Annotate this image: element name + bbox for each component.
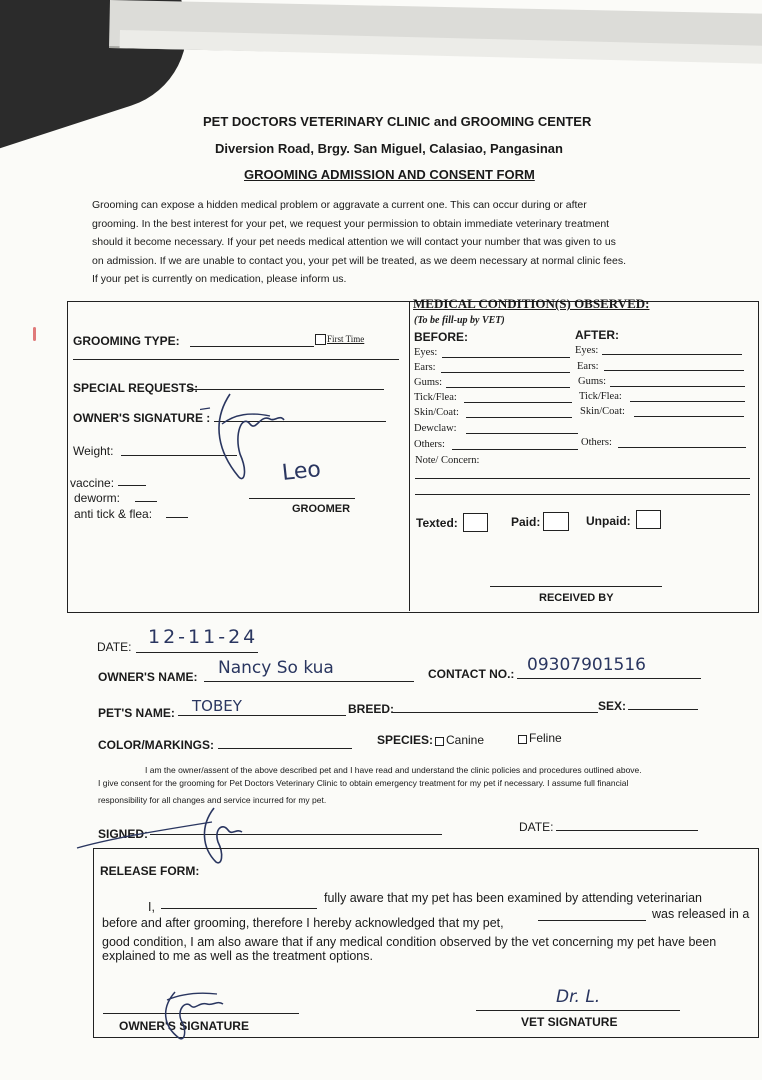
consent-line-2: I give consent for the grooming for Pet Doctors Veterinary Clinic to obtain emergency treatment for my pet if necessary. I assume full financial	[98, 778, 629, 788]
owner-signature-scribble	[200, 384, 310, 494]
before-tickflea-field[interactable]	[464, 402, 572, 403]
vet-signature-handwriting: Dr. L.	[556, 987, 601, 1007]
grooming-type-field[interactable]	[190, 346, 314, 347]
breed-label: BREED:	[348, 702, 395, 716]
vet-signature-label: VET SIGNATURE	[521, 1015, 618, 1029]
owner-release-signature-label: OWNER'S SIGNATURE	[119, 1019, 249, 1033]
signed-label: SIGNED:	[98, 827, 149, 841]
release-line-3: good condition, I am also aware that if any medical condition observed by the vet concerning my pet have been	[102, 935, 717, 949]
grooming-type-label: GROOMING TYPE:	[73, 334, 180, 348]
after-skincoat-label: Skin/Coat:	[580, 406, 625, 417]
canine-label: Canine	[446, 733, 485, 747]
received-by-line[interactable]	[490, 586, 662, 587]
date-field[interactable]	[136, 652, 258, 653]
weight-label: Weight:	[73, 444, 114, 458]
before-eyes-label: Eyes:	[414, 347, 438, 358]
release-line-4: explained to me as well as the treatment options.	[102, 949, 373, 963]
owner-name-field[interactable]	[204, 681, 414, 682]
before-gums-field[interactable]	[446, 387, 570, 388]
pet-name-label: PET'S NAME:	[98, 706, 175, 720]
groomer-label: GROOMER	[292, 503, 351, 515]
intro-paragraph	[92, 196, 626, 289]
before-gums-label: Gums:	[414, 377, 443, 388]
before-label: BEFORE:	[414, 330, 468, 344]
note-concern-label: Note/ Concern:	[415, 455, 480, 466]
deworm-field[interactable]	[135, 501, 157, 502]
release-title: RELEASE FORM:	[100, 864, 200, 878]
clinic-name: PET DOCTORS VETERINARY CLINIC and GROOMING CENTER	[203, 114, 592, 129]
date-handwriting: 12-11-24	[148, 626, 259, 648]
before-ears-label: Ears:	[414, 362, 436, 373]
note-line-1[interactable]	[415, 478, 750, 479]
date-label: DATE:	[97, 640, 132, 654]
release-line-2b: was released in a	[652, 907, 750, 921]
before-skincoat-field[interactable]	[466, 417, 572, 418]
breed-field[interactable]	[392, 712, 598, 713]
owner-signature-label: OWNER'S SIGNATURE :	[73, 411, 211, 425]
before-tickflea-label: Tick/Flea:	[414, 392, 457, 403]
before-others-field[interactable]	[452, 449, 578, 450]
owner-release-signature-scribble	[155, 980, 245, 1050]
anti-tick-label: anti tick & flea:	[74, 507, 153, 521]
after-gums-label: Gums:	[578, 376, 607, 387]
after-others-label: Others:	[581, 437, 612, 448]
color-markings-label: COLOR/MARKINGS:	[98, 738, 214, 752]
after-ears-field[interactable]	[604, 370, 744, 371]
before-ears-field[interactable]	[441, 372, 570, 373]
special-requests-label: SPECIAL REQUESTS:	[73, 381, 199, 395]
contact-handwriting: 09307901516	[527, 655, 646, 675]
owner-name-handwriting: Nancy So kua	[218, 658, 334, 678]
before-dewclaw-field[interactable]	[466, 433, 578, 434]
form-title: GROOMING ADMISSION AND CONSENT FORM	[244, 167, 535, 182]
intro-line: If your pet is currently on medication, please inform us.	[92, 273, 347, 285]
before-dewclaw-label: Dewclaw:	[414, 423, 457, 434]
anti-tick-field[interactable]	[166, 517, 188, 518]
paid-label: Paid:	[511, 515, 541, 529]
vaccine-field[interactable]	[118, 485, 146, 486]
before-others-label: Others:	[414, 439, 445, 450]
after-eyes-field[interactable]	[602, 354, 742, 355]
feline-checkbox[interactable]	[518, 735, 527, 744]
paid-checkbox[interactable]	[543, 512, 569, 531]
red-mark	[33, 327, 36, 341]
sex-label: SEX:	[598, 699, 627, 713]
box-divider	[409, 301, 410, 611]
after-ears-label: Ears:	[577, 361, 599, 372]
intro-line: grooming. In the best interest for your pet, we request your permission to obtain immediate veterinary treatment	[92, 217, 610, 230]
groomer-line[interactable]	[249, 498, 355, 499]
species-label: SPECIES:	[377, 733, 434, 747]
release-pet-name-field[interactable]	[538, 920, 646, 921]
clinic-address: Diversion Road, Brgy. San Miguel, Calasiao, Pangasinan	[215, 141, 563, 156]
vaccine-label: vaccine:	[70, 476, 115, 490]
medical-title: MEDICAL CONDITION(S) OBSERVED:	[413, 296, 650, 311]
after-tickflea-field[interactable]	[630, 401, 745, 402]
texted-checkbox[interactable]	[463, 513, 488, 532]
consent-line-3: responsibility for all changes and service incurred for my pet.	[98, 795, 327, 805]
deworm-label: deworm:	[74, 491, 121, 505]
grooming-type-line-2[interactable]	[73, 359, 399, 360]
owner-name-label: OWNER'S NAME:	[98, 670, 198, 684]
intro-line: should it become necessary. If your pet needs medical attention we will contact your number that was given to us	[92, 236, 616, 248]
after-others-field[interactable]	[618, 447, 746, 448]
vet-signature-line[interactable]	[476, 1010, 680, 1011]
intro-line: Grooming can expose a hidden medical problem or aggravate a current one. This can occur during or after	[92, 199, 587, 211]
signed-date-field[interactable]	[556, 830, 698, 831]
medical-subtitle: (To be fill-up by VET)	[414, 315, 505, 326]
pet-name-field[interactable]	[178, 715, 346, 716]
intro-line: on admission. If we are unable to contact you, your pet will be treated, as we deem necessary at normal clinic fees.	[92, 254, 627, 267]
first-time-label: First Time	[327, 334, 365, 344]
after-eyes-label: Eyes:	[575, 345, 599, 356]
signed-date-label: DATE:	[519, 820, 554, 834]
before-skincoat-label: Skin/Coat:	[414, 407, 459, 418]
after-label: AFTER:	[575, 328, 619, 342]
release-line-2a: before and after grooming, therefore I hereby acknowledged that my pet,	[102, 916, 504, 930]
received-by-label: RECEIVED BY	[539, 592, 614, 604]
unpaid-label: Unpaid:	[586, 514, 631, 528]
after-gums-field[interactable]	[610, 386, 745, 387]
sex-field[interactable]	[628, 709, 698, 710]
feline-label: Feline	[529, 731, 562, 745]
texted-label: Texted:	[416, 516, 458, 530]
canine-checkbox[interactable]	[435, 737, 444, 746]
contact-field[interactable]	[517, 678, 701, 679]
first-time-checkbox[interactable]	[315, 334, 326, 345]
release-i-label: I,	[148, 900, 155, 914]
after-tickflea-label: Tick/Flea:	[579, 391, 622, 402]
contact-label: CONTACT NO.:	[428, 667, 515, 681]
unpaid-checkbox[interactable]	[636, 510, 661, 529]
note-line-2[interactable]	[415, 494, 750, 495]
pet-name-handwriting: TOBEY	[192, 697, 242, 715]
before-eyes-field[interactable]	[442, 357, 570, 358]
color-markings-field[interactable]	[218, 748, 352, 749]
release-line-1: fully aware that my pet has been examined by attending veterinarian	[324, 891, 703, 905]
release-owner-name-field[interactable]	[161, 908, 317, 909]
groomer-handwriting: Leo	[280, 457, 323, 486]
after-skincoat-field[interactable]	[634, 416, 744, 417]
consent-line-1: I am the owner/assent of the above described pet and I have read and understand the clinic policies and procedures outlined above.	[145, 765, 642, 775]
